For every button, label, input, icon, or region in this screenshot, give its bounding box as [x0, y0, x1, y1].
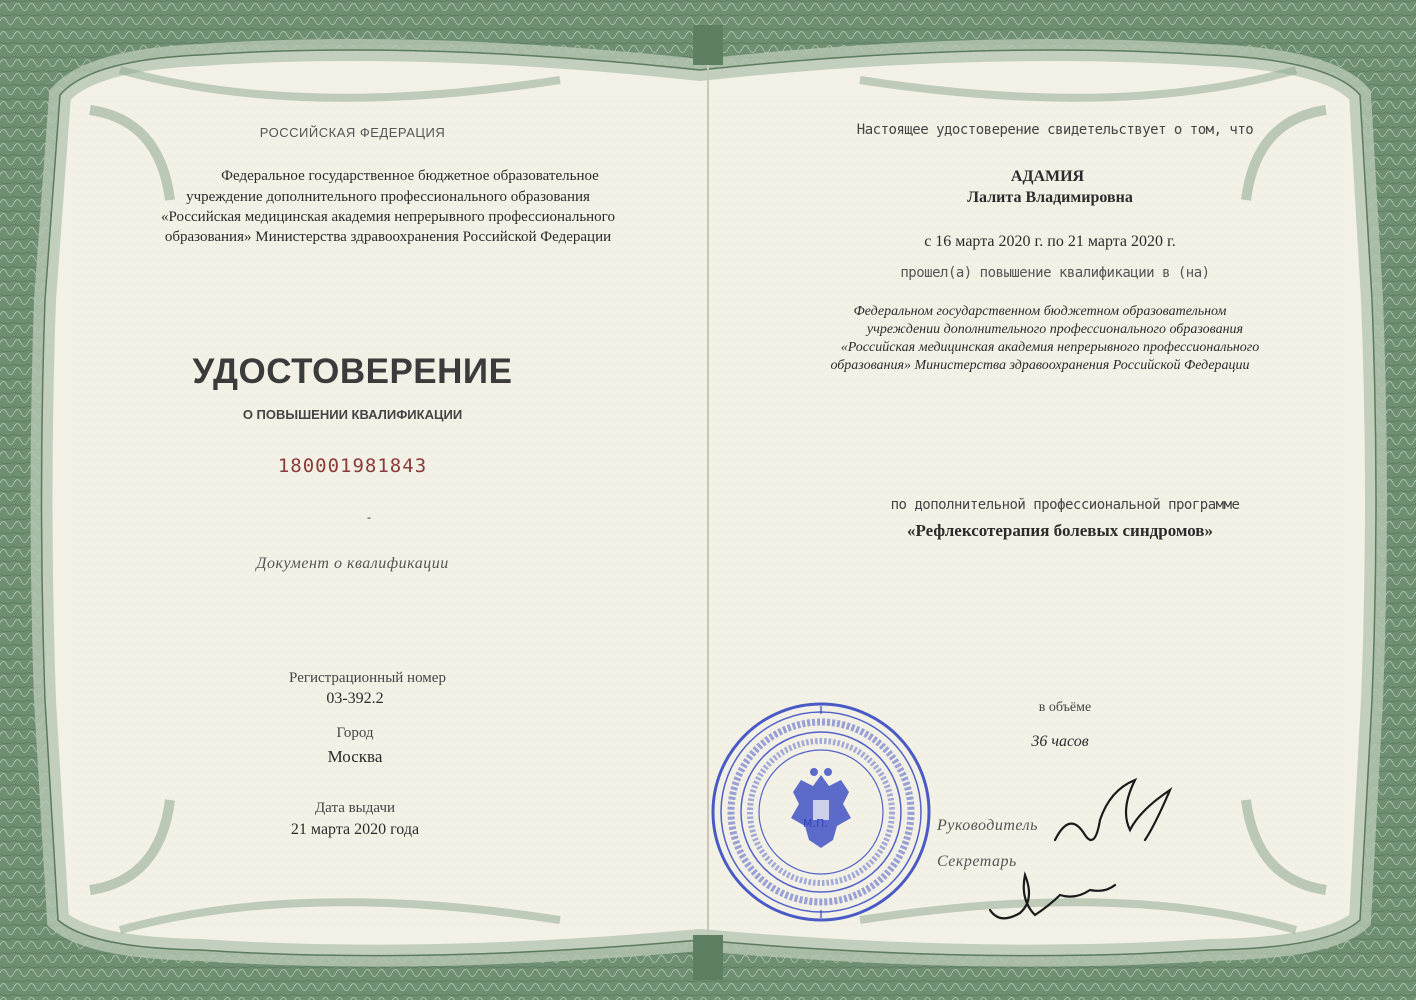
official-seal-stamp	[709, 700, 934, 925]
secretary-label: Секретарь	[937, 853, 1017, 870]
document-type: Документ о квалификации	[256, 555, 449, 572]
issue-date-label: Дата выдачи	[314, 800, 396, 816]
head-label: Руководитель	[937, 817, 1038, 834]
reg-number-label: Регистрационный номер	[289, 670, 446, 686]
institution-line: образования» Министерства здравоохранения Российской Федерации	[164, 229, 612, 245]
document-subtitle: О ПОВЫШЕНИИ КВАЛИФИКАЦИИ	[242, 407, 463, 422]
institution-line: учреждение дополнительного профессионального образования	[186, 189, 590, 205]
volume-label: в объёме	[1038, 700, 1092, 715]
institution-line: «Российская медицинская академия непрерывного профессионального	[161, 209, 615, 225]
seal-mark: М.П.	[803, 817, 828, 830]
issue-date: 21 марта 2020 года	[290, 821, 420, 838]
volume-hours: 36 часов	[1031, 733, 1089, 750]
head-signature	[1040, 770, 1190, 860]
program-label: по дополнительной профессиональной программе	[890, 497, 1240, 513]
document-title: УДОСТОВЕРЕНИЕ	[192, 352, 513, 391]
training-institution-line: образования» Министерства здравоохранения Российской Федерации	[830, 358, 1250, 373]
passed-text: прошел(а) повышение квалификации в (на)	[900, 265, 1210, 281]
holder-surname: АДАМИЯ	[1010, 168, 1085, 185]
training-institution-line: Федеральном государственном бюджетном образовательном	[853, 304, 1227, 319]
training-institution-line: учреждении дополнительного профессионального образования	[866, 322, 1244, 337]
training-institution-line: «Российская медицинская академия непрерывного профессионального	[840, 340, 1260, 355]
holder-name: Лалита Владимировна	[967, 189, 1133, 206]
country-name: РОССИЙСКАЯ ФЕДЕРАЦИЯ	[259, 125, 446, 140]
program-name: «Рефлексотерапия болевых синдромов»	[906, 521, 1213, 540]
serial-number: 180001981843	[277, 455, 428, 477]
dash-mark: -	[367, 510, 371, 524]
training-period: с 16 марта 2020 г. по 21 марта 2020 г.	[924, 233, 1176, 250]
institution-line: Федеральное государственное бюджетное образовательное	[221, 168, 599, 184]
city-label: Город	[336, 725, 374, 741]
reg-number: 03-392.2	[326, 690, 384, 707]
intro-text: Настоящее удостоверение свидетельствует о том, что	[856, 122, 1254, 138]
city: Москва	[327, 747, 383, 766]
secretary-signature	[980, 855, 1120, 935]
